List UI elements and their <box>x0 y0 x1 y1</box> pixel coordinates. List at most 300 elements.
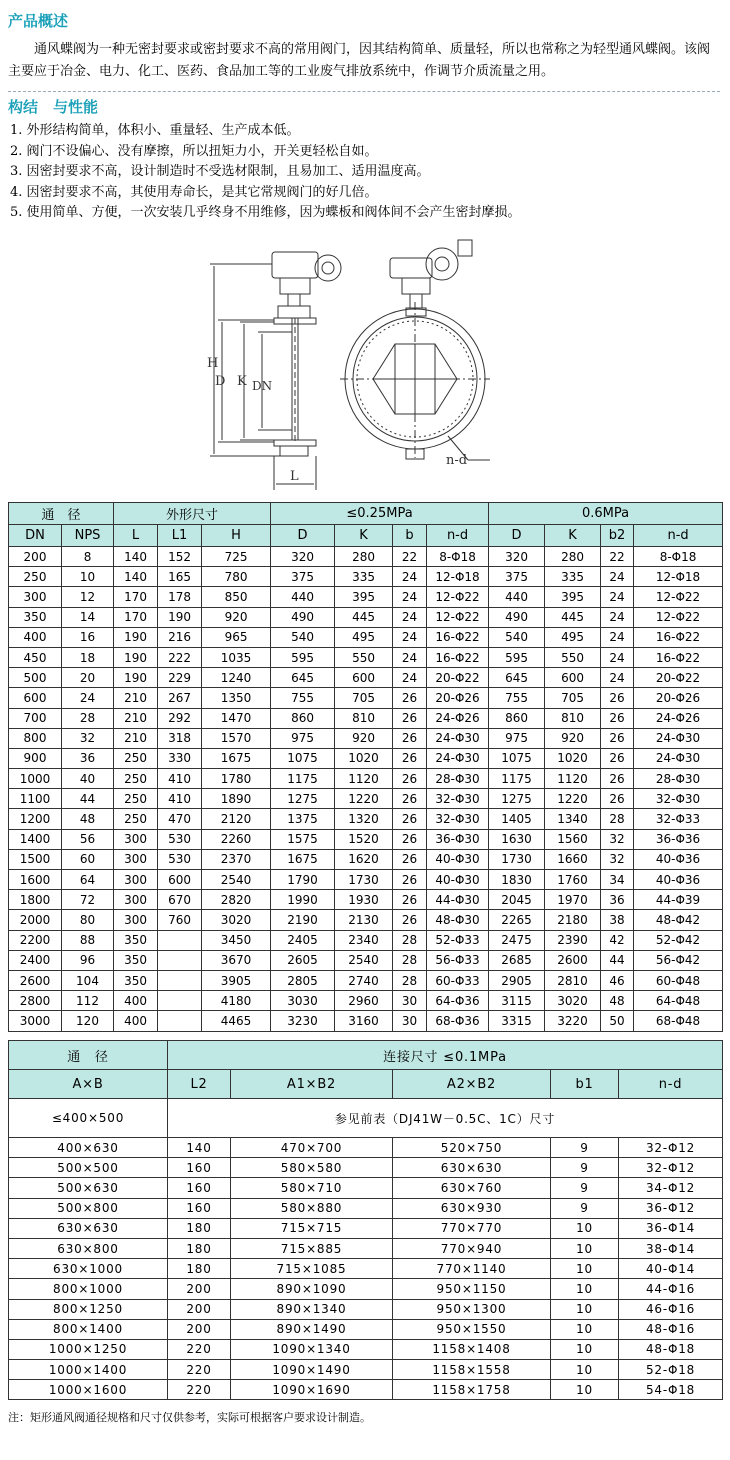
table-cell: 1000×1400 <box>9 1360 168 1380</box>
table-cell: 3020 <box>545 991 601 1011</box>
table-cell: 26 <box>393 870 427 890</box>
table-cell: 16 <box>62 627 114 647</box>
table-row <box>9 890 723 910</box>
table-cell: 2405 <box>271 930 335 950</box>
table-cell: 860 <box>489 708 545 728</box>
table-cell: 705 <box>335 688 393 708</box>
th-pn025: ≤0.25MPa <box>271 503 489 525</box>
table-cell: 3030 <box>271 991 335 1011</box>
table-cell: 220 <box>168 1360 231 1380</box>
table-cell: 26 <box>601 688 634 708</box>
table-row <box>9 1198 723 1218</box>
table-cell: 1275 <box>489 789 545 809</box>
table-cell: 770×940 <box>393 1238 551 1258</box>
table-cell: 975 <box>489 728 545 748</box>
table-cell: 24-Φ30 <box>427 728 489 748</box>
table-cell: 715×885 <box>231 1238 393 1258</box>
table-cell: 3020 <box>202 910 271 930</box>
table-cell: 40-Φ36 <box>634 849 723 869</box>
column-header: L2 <box>168 1070 231 1099</box>
table-cell: 890×1090 <box>231 1279 393 1299</box>
table-cell: 3160 <box>335 1011 393 1031</box>
table-row <box>9 1299 723 1319</box>
table-cell: 24-Φ26 <box>634 708 723 728</box>
table-cell: 32 <box>601 829 634 849</box>
table-cell: 50 <box>601 1011 634 1031</box>
label-DN: DN <box>252 379 273 393</box>
table-cell: 900 <box>9 748 62 768</box>
column-header: K <box>545 525 601 547</box>
table-cell: 24 <box>601 567 634 587</box>
table-cell: 1090×1340 <box>231 1339 393 1359</box>
cell-ref: 参见前表（DJ41W－0.5C、1C）尺寸 <box>168 1099 723 1138</box>
table-cell: 30 <box>393 1011 427 1031</box>
table-cell: 178 <box>158 587 202 607</box>
label-H: H <box>207 356 219 371</box>
table-cell: 52-Φ42 <box>634 930 723 950</box>
table-cell: 96 <box>62 950 114 970</box>
table-cell: 24 <box>393 567 427 587</box>
table-cell: 12-Φ22 <box>427 607 489 627</box>
table-cell: 670 <box>158 890 202 910</box>
table-cell: 56-Φ33 <box>427 950 489 970</box>
column-header: NPS <box>62 525 114 547</box>
table-cell: 2260 <box>202 829 271 849</box>
table-cell: 850 <box>202 587 271 607</box>
table-cell: 2960 <box>335 991 393 1011</box>
feature-item: 4. 因密封要求不高，其使用寿命长，是其它常规阀门的好几倍。 <box>10 184 378 200</box>
table-cell: 190 <box>114 668 158 688</box>
table-cell: 56-Φ42 <box>634 950 723 970</box>
table-cell: 26 <box>393 769 427 789</box>
table-row <box>9 647 723 667</box>
table-row <box>9 930 723 950</box>
table-cell: 1520 <box>335 829 393 849</box>
table-cell: 10 <box>551 1218 619 1238</box>
table-cell: 140 <box>168 1138 231 1158</box>
table-cell: 10 <box>551 1319 619 1339</box>
table-cell: 250 <box>114 748 158 768</box>
table-cell: 64 <box>62 870 114 890</box>
table-cell: 2370 <box>202 849 271 869</box>
table-cell: 1890 <box>202 789 271 809</box>
table-cell: 250 <box>114 769 158 789</box>
table-cell: 52-Φ33 <box>427 930 489 950</box>
table-cell: 530 <box>158 849 202 869</box>
table-cell: 46-Φ16 <box>619 1299 723 1319</box>
table-cell: 170 <box>114 607 158 627</box>
table-cell: 9 <box>551 1198 619 1218</box>
dimension-table-rect <box>8 1040 723 1400</box>
table-cell: 2120 <box>202 809 271 829</box>
table-cell <box>158 991 202 1011</box>
table-cell: 375 <box>271 567 335 587</box>
table-cell: 26 <box>393 809 427 829</box>
table-cell: 36 <box>601 890 634 910</box>
table-cell: 3220 <box>545 1011 601 1031</box>
features-title: 构结 与性能 <box>8 98 99 116</box>
table-cell: 1120 <box>545 769 601 789</box>
table-cell: 10 <box>551 1259 619 1279</box>
table-cell: 280 <box>545 547 601 567</box>
table-cell: 12-Φ22 <box>634 607 723 627</box>
table-cell: 600 <box>545 668 601 688</box>
table-cell: 350 <box>114 950 158 970</box>
table-cell: 170 <box>114 587 158 607</box>
table-cell: 68-Φ36 <box>427 1011 489 1031</box>
table-cell: 9 <box>551 1158 619 1178</box>
table-cell: 318 <box>158 728 202 748</box>
table-cell: 112 <box>62 991 114 1011</box>
table-cell: 755 <box>271 688 335 708</box>
column-header: L <box>114 525 158 547</box>
table-cell: 28 <box>601 809 634 829</box>
table-cell: 10 <box>62 567 114 587</box>
table-row <box>9 1218 723 1238</box>
table-cell: 24 <box>601 647 634 667</box>
table-cell: 550 <box>335 647 393 667</box>
table-cell: 152 <box>158 547 202 567</box>
table-cell: 1375 <box>271 809 335 829</box>
table-cell: 160 <box>168 1198 231 1218</box>
table-cell: 10 <box>551 1360 619 1380</box>
table-cell: 2605 <box>271 950 335 970</box>
table-cell: 350 <box>114 970 158 990</box>
table-cell: 22 <box>393 547 427 567</box>
table-cell: 1930 <box>335 890 393 910</box>
table-cell: 14 <box>62 607 114 627</box>
table-cell: 38 <box>601 910 634 930</box>
table-cell: 890×1340 <box>231 1299 393 1319</box>
table-cell: 16-Φ22 <box>634 647 723 667</box>
table-cell: 26 <box>393 728 427 748</box>
label-K: K <box>237 374 247 389</box>
table-cell: 4180 <box>202 991 271 1011</box>
table-cell: 500 <box>9 668 62 688</box>
table-cell: 1630 <box>489 829 545 849</box>
table-cell: 1470 <box>202 708 271 728</box>
table-cell: 26 <box>601 748 634 768</box>
table-cell: 490 <box>271 607 335 627</box>
table-cell: 300 <box>114 870 158 890</box>
column-header: n-d <box>619 1070 723 1099</box>
table-cell: 8-Φ18 <box>427 547 489 567</box>
table-cell: 24-Φ30 <box>634 748 723 768</box>
table-cell: 395 <box>335 587 393 607</box>
table-row <box>9 769 723 789</box>
table-row <box>9 991 723 1011</box>
table-cell: 32-Φ30 <box>427 809 489 829</box>
table-row <box>9 1178 723 1198</box>
table-cell: 2265 <box>489 910 545 930</box>
table-cell: 800 <box>9 728 62 748</box>
table-cell: 320 <box>271 547 335 567</box>
table-cell: 24 <box>393 627 427 647</box>
table-cell: 200 <box>168 1279 231 1299</box>
table-cell: 1000×1250 <box>9 1339 168 1359</box>
table-cell: 44-Φ39 <box>634 890 723 910</box>
table-row <box>9 1138 723 1158</box>
table-cell: 210 <box>114 728 158 748</box>
table-cell: 28-Φ30 <box>427 769 489 789</box>
table-cell: 24 <box>393 607 427 627</box>
table-cell: 24 <box>393 668 427 688</box>
table-cell: 1035 <box>202 647 271 667</box>
table-row <box>9 567 723 587</box>
table-cell: 44-Φ30 <box>427 890 489 910</box>
table-cell: 44-Φ16 <box>619 1279 723 1299</box>
table-cell: 1240 <box>202 668 271 688</box>
table-cell: 48-Φ30 <box>427 910 489 930</box>
table-row <box>9 1339 723 1359</box>
table-cell: 40-Φ30 <box>427 849 489 869</box>
column-header: A1×B2 <box>231 1070 393 1099</box>
table-cell: 580×880 <box>231 1198 393 1218</box>
table-row <box>9 829 723 849</box>
table-cell: 715×1085 <box>231 1259 393 1279</box>
table-cell: 1000×1600 <box>9 1380 168 1400</box>
table-cell: 64-Φ48 <box>634 991 723 1011</box>
feature-list <box>10 121 521 224</box>
overview-text: 通风蝶阀为一种无密封要求或密封要求不高的常用阀门，因其结构简单、质量轻，所以也常称之为轻型通风蝶阀。该阀主要应于冶金、电力、化工、医药、食品加工等的工业废气排放系统中，作调节介质流量之用。 <box>8 42 711 79</box>
th-outline: 外形尺寸 <box>114 503 271 525</box>
table-cell: 26 <box>601 708 634 728</box>
table-cell: 32-Φ12 <box>619 1158 723 1178</box>
table-cell: 1000 <box>9 769 62 789</box>
table-cell: 24-Φ30 <box>634 728 723 748</box>
table-cell: 470×700 <box>231 1138 393 1158</box>
table-cell: 2685 <box>489 950 545 970</box>
table-cell: 300 <box>114 910 158 930</box>
table-cell: 780 <box>202 567 271 587</box>
table-cell: 26 <box>393 789 427 809</box>
table-cell: 22 <box>601 547 634 567</box>
table-cell: 26 <box>393 748 427 768</box>
table-cell: 975 <box>271 728 335 748</box>
table-cell: 725 <box>202 547 271 567</box>
table-cell: 1675 <box>271 849 335 869</box>
table-cell: 12-Φ22 <box>427 587 489 607</box>
table-cell: 350 <box>114 930 158 950</box>
table-cell: 12-Φ22 <box>634 587 723 607</box>
table-cell: 140 <box>114 567 158 587</box>
table-row <box>9 789 723 809</box>
table-cell: 32 <box>601 849 634 869</box>
table-row <box>9 688 723 708</box>
table-cell: 48 <box>601 991 634 1011</box>
divider <box>8 91 720 92</box>
table-body <box>9 547 723 1032</box>
table-row <box>9 1360 723 1380</box>
table-cell: 700 <box>9 708 62 728</box>
table-cell: 1600 <box>9 870 62 890</box>
table-cell: 770×770 <box>393 1218 551 1238</box>
table-cell: 630×930 <box>393 1198 551 1218</box>
table-cell: 34-Φ12 <box>619 1178 723 1198</box>
table-cell: 220 <box>168 1380 231 1400</box>
table-cell <box>158 950 202 970</box>
table-cell: 950×1150 <box>393 1279 551 1299</box>
table-row <box>9 1259 723 1279</box>
table-cell: 16-Φ22 <box>427 627 489 647</box>
table-cell: 300 <box>114 829 158 849</box>
table-cell: 160 <box>168 1158 231 1178</box>
column-header: b <box>393 525 427 547</box>
table-cell: 12-Φ18 <box>427 567 489 587</box>
table-cell: 2600 <box>9 970 62 990</box>
table-cell: 60-Φ33 <box>427 970 489 990</box>
table-cell: 400×630 <box>9 1138 168 1158</box>
table-cell: 1660 <box>545 849 601 869</box>
table-cell: 32-Φ12 <box>619 1138 723 1158</box>
table-row <box>9 1380 723 1400</box>
table-cell: 190 <box>158 607 202 627</box>
table-cell: 36 <box>62 748 114 768</box>
table-cell: 890×1490 <box>231 1319 393 1339</box>
table-cell: 920 <box>335 728 393 748</box>
table-cell: 36-Φ36 <box>634 829 723 849</box>
table-cell: 760 <box>158 910 202 930</box>
table-cell: 20-Φ22 <box>427 668 489 688</box>
table-cell: 2390 <box>545 930 601 950</box>
table-cell: 530 <box>158 829 202 849</box>
table-cell: 292 <box>158 708 202 728</box>
table-cell: 32-Φ30 <box>427 789 489 809</box>
table-cell: 500×500 <box>9 1158 168 1178</box>
table-cell: 9 <box>551 1178 619 1198</box>
table-cell: 180 <box>168 1218 231 1238</box>
table-row <box>9 1099 723 1138</box>
feature-item: 1. 外形结构简单，体积小、重量轻、生产成本低。 <box>10 123 300 138</box>
table-cell: 600 <box>158 870 202 890</box>
table-body <box>9 1099 723 1400</box>
table-cell: 1175 <box>489 769 545 789</box>
table-cell: 300 <box>114 849 158 869</box>
table-cell: 38-Φ14 <box>619 1238 723 1258</box>
side-view <box>207 252 341 490</box>
table-cell: 1675 <box>202 748 271 768</box>
table-cell: 500×800 <box>9 1198 168 1218</box>
table-cell: 495 <box>335 627 393 647</box>
feature-item: 3. 因密封要求不高，设计制造时不受选材限制，且易加工、适用温度高。 <box>10 164 430 179</box>
table-cell: 950×1550 <box>393 1319 551 1339</box>
table-cell: 630×630 <box>393 1158 551 1178</box>
table-cell: 2045 <box>489 890 545 910</box>
table-cell: 300 <box>114 890 158 910</box>
front-view <box>340 240 490 468</box>
table-cell: 3670 <box>202 950 271 970</box>
table-cell: 200 <box>168 1299 231 1319</box>
table-cell: 1620 <box>335 849 393 869</box>
table-cell: 26 <box>393 829 427 849</box>
overview-title: 产品概述 <box>8 12 69 30</box>
table-cell: 40 <box>62 769 114 789</box>
table-cell: 1320 <box>335 809 393 829</box>
table-cell: 26 <box>393 849 427 869</box>
table-cell: 400 <box>9 627 62 647</box>
table-cell: 4465 <box>202 1011 271 1031</box>
table-cell: 26 <box>601 789 634 809</box>
table-cell: 60 <box>62 849 114 869</box>
table-cell: 60-Φ48 <box>634 970 723 990</box>
table-header-row <box>9 525 723 547</box>
table-cell: 3450 <box>202 930 271 950</box>
table-cell: 40-Φ36 <box>634 870 723 890</box>
table-cell: 16-Φ22 <box>427 647 489 667</box>
table-row <box>9 1319 723 1339</box>
table-cell: 2600 <box>545 950 601 970</box>
th-bore: 通 径 <box>9 503 114 525</box>
table-cell: 1158×1408 <box>393 1339 551 1359</box>
table-cell: 280 <box>335 547 393 567</box>
table-row <box>9 910 723 930</box>
table-cell: 34 <box>601 870 634 890</box>
table-cell: 24 <box>393 587 427 607</box>
cell-ab: ≤400×500 <box>9 1099 168 1138</box>
table-cell: 550 <box>545 647 601 667</box>
table-cell: 28-Φ30 <box>634 769 723 789</box>
table-cell: 300 <box>9 587 62 607</box>
table-cell: 1020 <box>545 748 601 768</box>
table-cell: 1175 <box>271 769 335 789</box>
table-cell: 1340 <box>545 809 601 829</box>
table-cell: 10 <box>551 1380 619 1400</box>
table-cell: 180 <box>168 1238 231 1258</box>
table-cell: 1970 <box>545 890 601 910</box>
table-row <box>9 587 723 607</box>
table-cell: 2340 <box>335 930 393 950</box>
table-cell: 210 <box>114 688 158 708</box>
table-cell: 32 <box>62 728 114 748</box>
table-cell: 26 <box>393 688 427 708</box>
table-cell: 10 <box>551 1279 619 1299</box>
table-cell: 495 <box>545 627 601 647</box>
valve-drawing <box>180 232 510 500</box>
table-cell: 330 <box>158 748 202 768</box>
table-row <box>9 748 723 768</box>
column-header: A2×B2 <box>393 1070 551 1099</box>
table-row <box>9 607 723 627</box>
table-cell: 1075 <box>271 748 335 768</box>
table-cell: 250 <box>114 789 158 809</box>
feature-item: 2. 阀门不设偏心、没有摩擦，所以扭矩力小，开关更轻松自如。 <box>10 143 378 159</box>
table-cell: 2130 <box>335 910 393 930</box>
table-cell: 190 <box>114 647 158 667</box>
table-cell: 860 <box>271 708 335 728</box>
table-cell: 2475 <box>489 930 545 950</box>
table-cell: 1075 <box>489 748 545 768</box>
table-row <box>9 668 723 688</box>
table-cell: 580×710 <box>231 1178 393 1198</box>
table-cell: 18 <box>62 647 114 667</box>
table-cell: 36-Φ12 <box>619 1198 723 1218</box>
table-cell: 250 <box>9 567 62 587</box>
table-cell: 1990 <box>271 890 335 910</box>
table-cell: 400 <box>114 991 158 1011</box>
label-D: D <box>215 374 226 389</box>
label-L: L <box>290 469 299 484</box>
table-row <box>9 708 723 728</box>
table-cell: 445 <box>335 607 393 627</box>
table-cell: 1020 <box>335 748 393 768</box>
table-cell: 3000 <box>9 1011 62 1031</box>
table-cell: 104 <box>62 970 114 990</box>
table-cell: 180 <box>168 1259 231 1279</box>
table-cell: 56 <box>62 829 114 849</box>
table-cell: 3905 <box>202 970 271 990</box>
table-cell: 2180 <box>545 910 601 930</box>
table-cell: 24-Φ30 <box>427 748 489 768</box>
